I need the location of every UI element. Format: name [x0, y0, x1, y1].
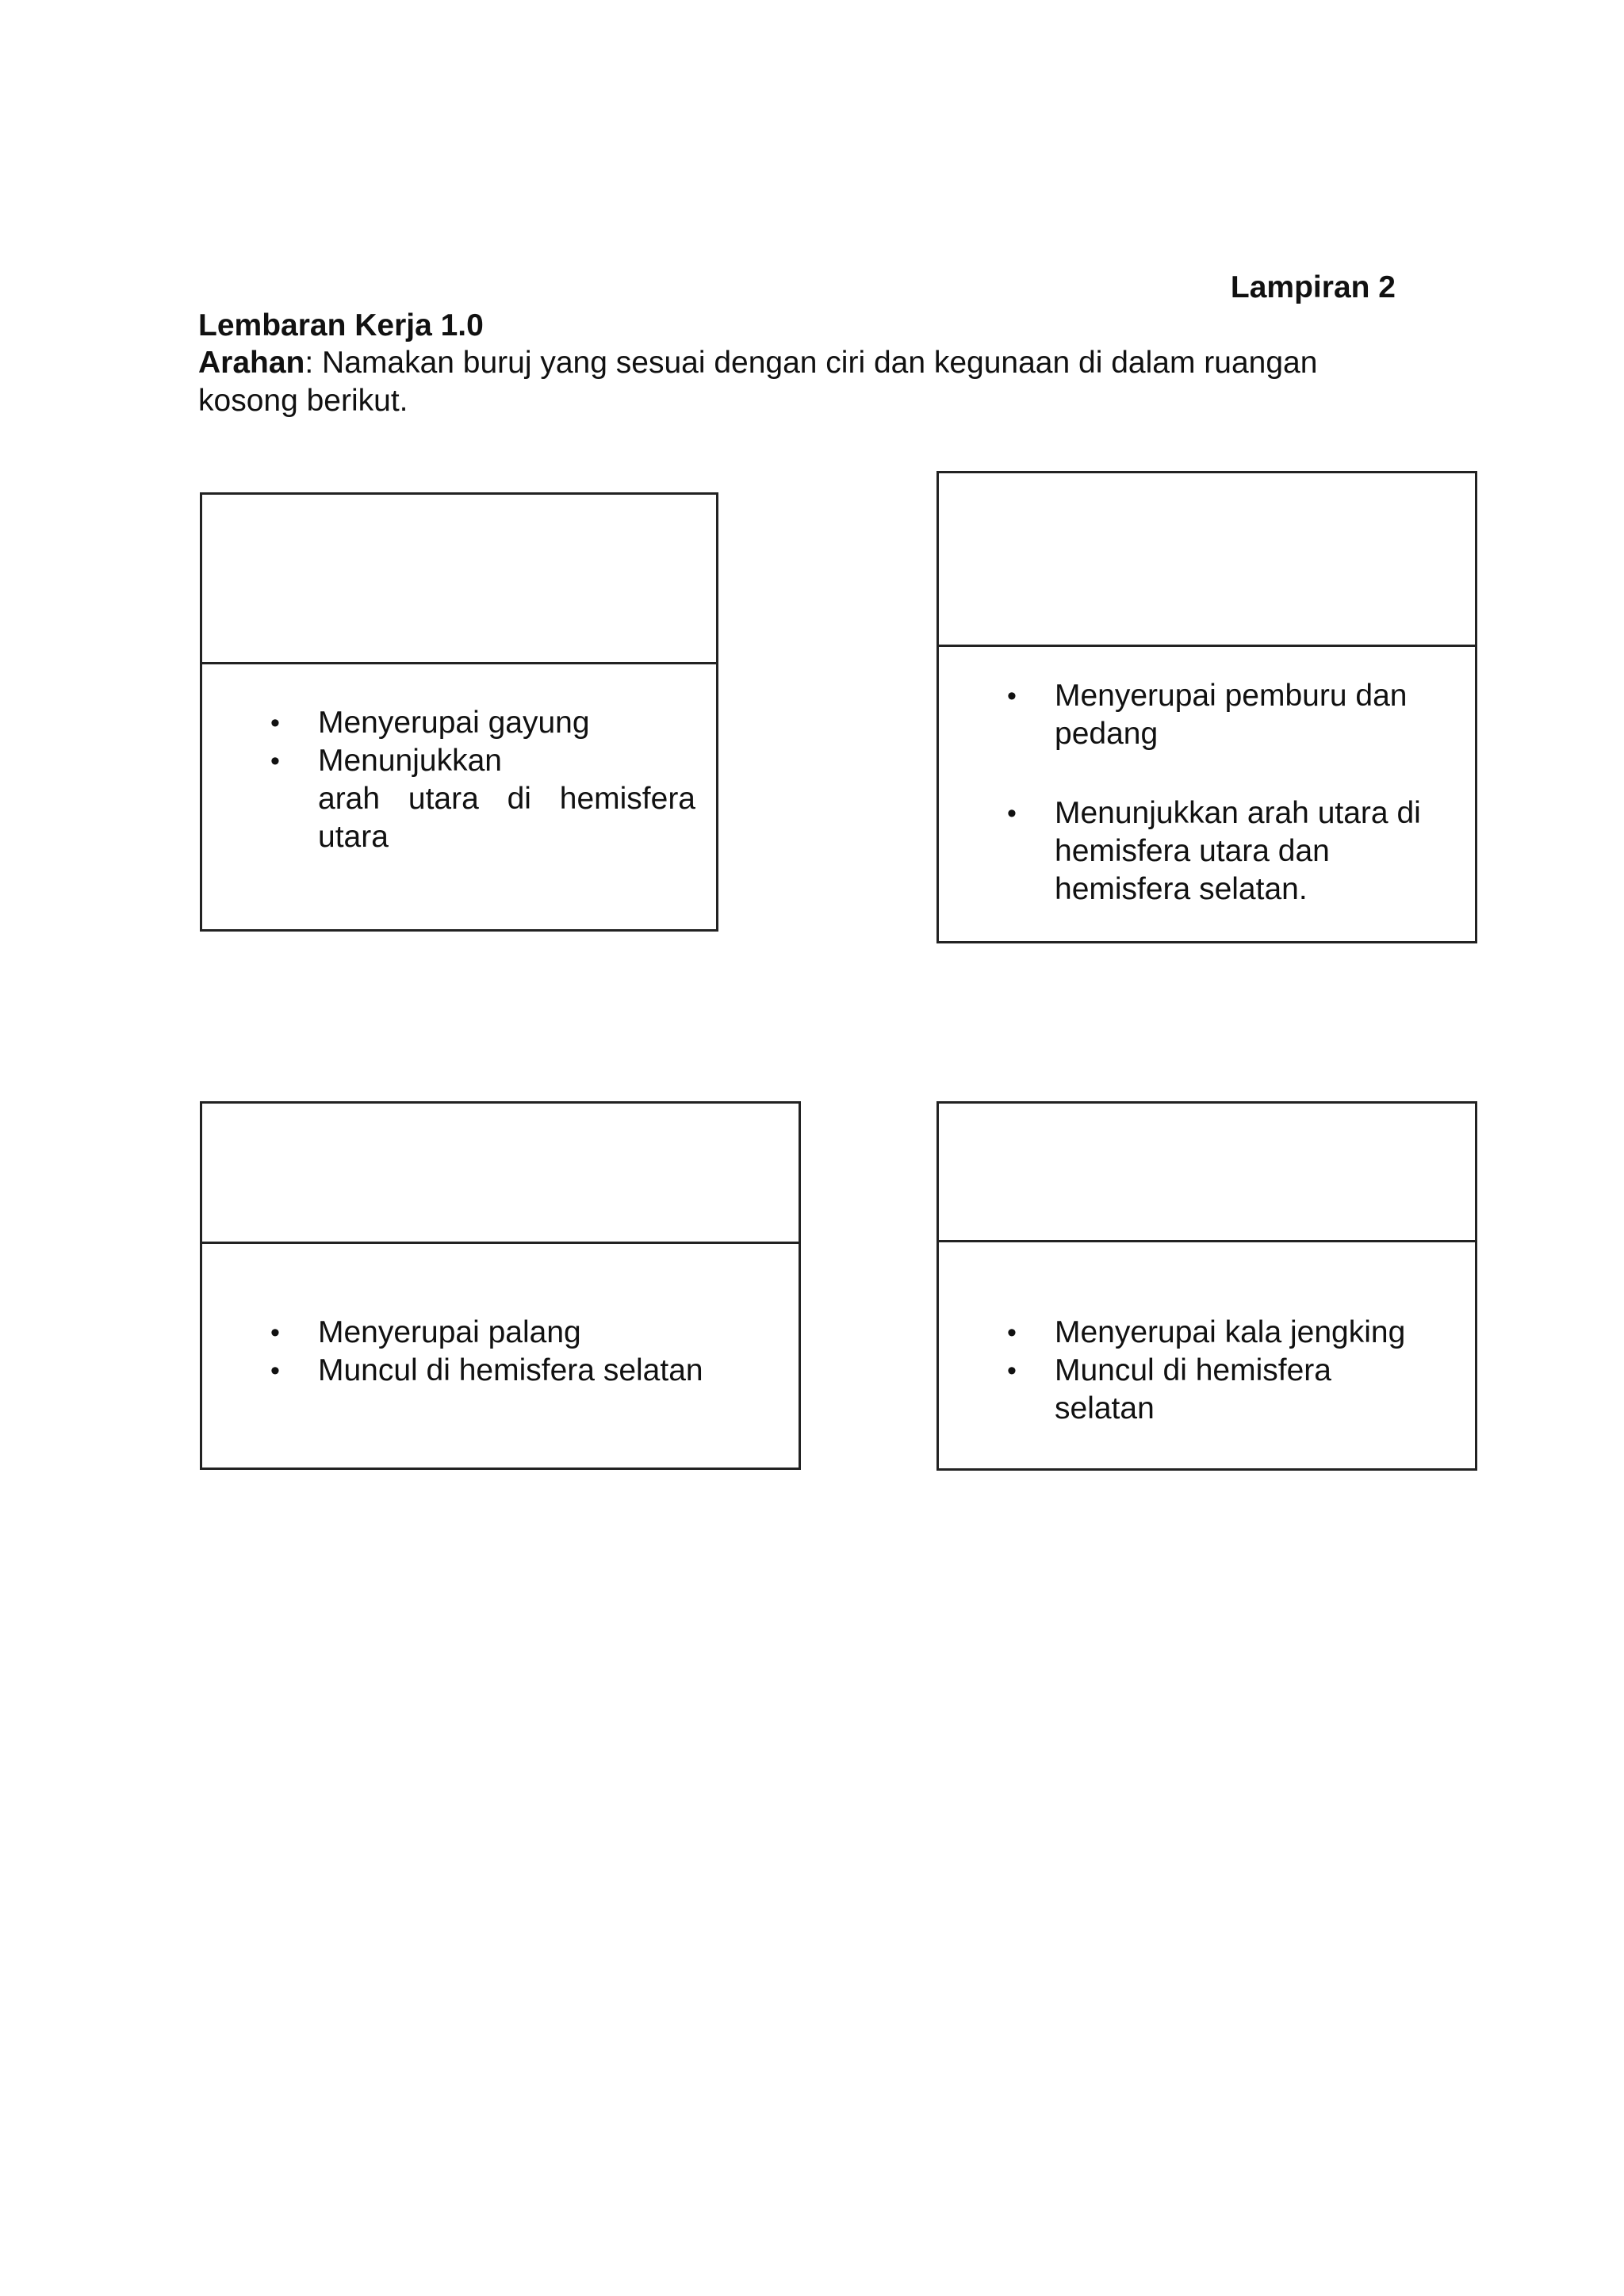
- constellation-card-3: [200, 1101, 801, 1470]
- clue-line: hemisfera utara dan: [1055, 834, 1330, 868]
- instruction-text-1: : Namakan buruj yang sesuai dengan ciri dan kegunaan di dalam ruangan: [304, 346, 1318, 380]
- clue-item: [269, 704, 695, 742]
- instruction-line-1: [198, 344, 1404, 382]
- clue-line: Muncul di hemisfera: [1055, 1353, 1331, 1387]
- bullet-icon: •: [1007, 798, 1017, 828]
- clue-item: [1005, 794, 1457, 909]
- answer-box-3[interactable]: [202, 1104, 799, 1244]
- clue-line: Menunjukkan: [318, 744, 502, 778]
- bullet-icon: •: [270, 1356, 280, 1386]
- instruction-lead: Arahan: [198, 346, 305, 380]
- clue-area-2: [939, 647, 1475, 941]
- bullet-icon: •: [1007, 1318, 1017, 1348]
- clue-line: Menyerupai gayung: [318, 706, 590, 740]
- worksheet-title: Lembaran Kerja 1.0: [198, 308, 484, 342]
- bullet-icon: •: [1007, 681, 1017, 711]
- bullet-icon: •: [270, 746, 280, 776]
- instruction-text-2: kosong berikut.: [198, 384, 408, 418]
- clue-item: [1005, 1314, 1457, 1352]
- clue-item: [1005, 677, 1457, 753]
- clue-line: Muncul di hemisfera selatan: [318, 1353, 703, 1387]
- answer-box-2[interactable]: [939, 473, 1475, 647]
- clue-list-1: [269, 704, 695, 856]
- clue-list-4: [1005, 1314, 1457, 1428]
- clue-area-4: [939, 1242, 1475, 1468]
- clue-word: hemisfera: [559, 782, 695, 816]
- clue-line: pedang: [1055, 717, 1159, 751]
- clue-line: Menyerupai kala jengking: [1055, 1315, 1406, 1349]
- clue-item: [1005, 1352, 1457, 1428]
- clue-line: selatan: [1055, 1391, 1155, 1425]
- constellation-card-1: [200, 492, 718, 932]
- bullet-icon: •: [270, 1318, 280, 1348]
- answer-box-1[interactable]: [202, 495, 716, 664]
- bullet-icon: •: [270, 708, 280, 738]
- clue-line: Menyerupai palang: [318, 1315, 581, 1349]
- answer-box-4[interactable]: [939, 1104, 1475, 1242]
- bullet-icon: •: [1007, 1356, 1017, 1386]
- clue-line: hemisfera selatan.: [1055, 872, 1308, 906]
- clue-line: Menyerupai pemburu dan: [1055, 679, 1408, 713]
- clue-line: [318, 780, 695, 818]
- clue-area-1: [202, 664, 716, 929]
- constellation-card-2: [936, 471, 1477, 943]
- clue-word: utara: [408, 782, 479, 816]
- clue-list-2: [1005, 677, 1457, 909]
- clue-word: arah: [318, 782, 381, 816]
- clue-line: Menunjukkan arah utara di: [1055, 796, 1421, 830]
- instruction-paragraph: [198, 344, 1404, 420]
- clue-area-3: [202, 1244, 799, 1468]
- clue-item: [269, 1314, 776, 1352]
- clue-line: utara: [318, 820, 389, 854]
- clue-item: [269, 1352, 776, 1390]
- clue-word: di: [507, 782, 531, 816]
- clue-list-3: [269, 1314, 776, 1390]
- constellation-card-4: [936, 1101, 1477, 1471]
- appendix-label: Lampiran 2: [1230, 270, 1396, 304]
- clue-item: [269, 742, 695, 856]
